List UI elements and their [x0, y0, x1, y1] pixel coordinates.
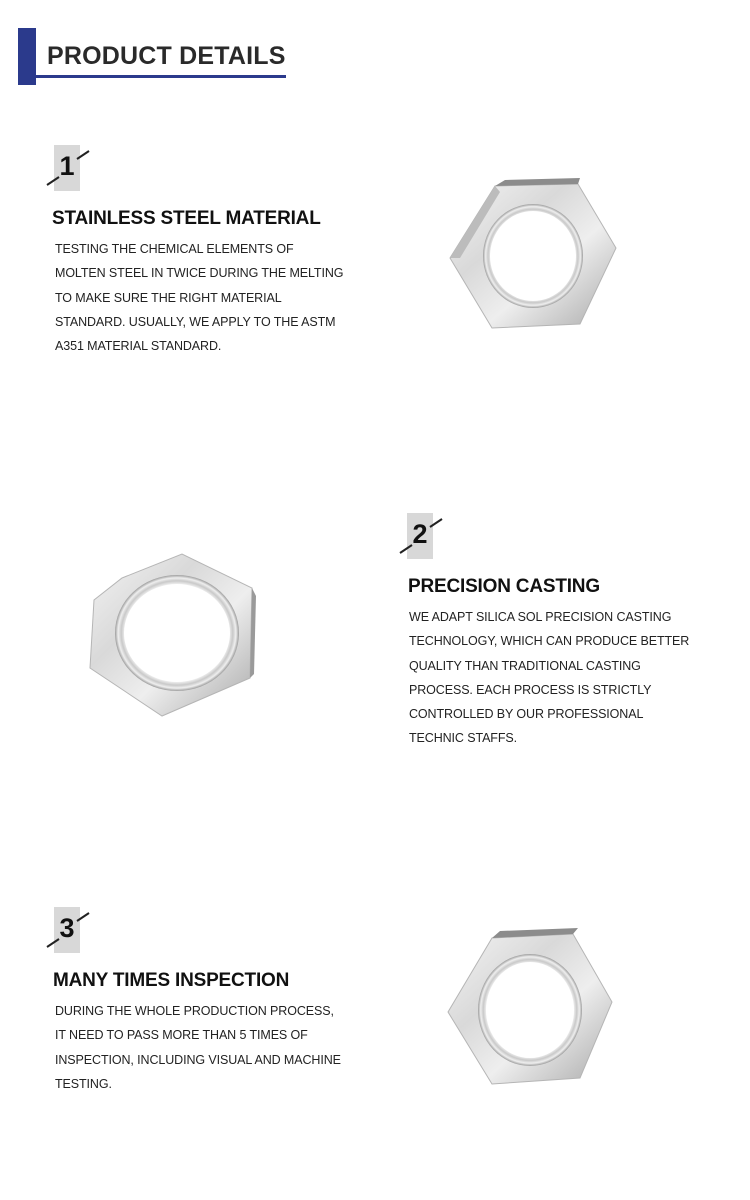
section-title: MANY TIMES INSPECTION [53, 970, 290, 991]
section-number: 3 [59, 913, 75, 943]
description-line: QUALITY THAN TRADITIONAL CASTING [409, 658, 641, 673]
section-number-badge [45, 907, 105, 959]
description-line: TECHNIC STAFFS. [409, 731, 517, 746]
section-number-badge [398, 513, 458, 565]
description-line: TO MAKE SURE THE RIGHT MATERIAL [55, 290, 282, 305]
section-title: PRECISION CASTING [408, 576, 600, 597]
description-line: TECHNOLOGY, WHICH CAN PRODUCE BETTER [409, 634, 690, 649]
section-description [55, 237, 343, 358]
description-line: TESTING. [55, 1076, 112, 1091]
hex-nut-image [82, 548, 267, 723]
header-underline [36, 75, 286, 78]
description-line: TESTING THE CHEMICAL ELEMENTS OF [55, 242, 294, 256]
description-line: INSPECTION, INCLUDING VISUAL AND MACHINE [55, 1052, 341, 1067]
description-line: A351 MATERIAL STANDARD. [55, 339, 222, 354]
description-line: IT NEED TO PASS MORE THAN 5 TIMES OF [55, 1028, 308, 1043]
description-line: WE ADAPT SILICA SOL PRECISION CASTING [409, 610, 672, 624]
section-description [409, 605, 689, 751]
description-line: MOLTEN STEEL IN TWICE DURING THE MELTING [55, 266, 344, 281]
hex-nut-image [440, 928, 620, 1093]
page-header [0, 0, 750, 100]
description-line: PROCESS. EACH PROCESS IS STRICTLY [409, 682, 652, 697]
header-accent-bar [18, 28, 36, 85]
section-number: 2 [412, 519, 428, 549]
section-description [55, 999, 341, 1096]
description-line: DURING THE WHOLE PRODUCTION PROCESS, [55, 1004, 334, 1018]
hex-nut-image [440, 178, 625, 338]
section-title: STAINLESS STEEL MATERIAL [52, 208, 321, 229]
page-title: PRODUCT DETAILS [47, 42, 286, 70]
description-line: STANDARD. USUALLY, WE APPLY TO THE ASTM [55, 314, 336, 329]
description-line: CONTROLLED BY OUR PROFESSIONAL [409, 707, 644, 722]
section-number: 1 [59, 151, 75, 181]
section-number-badge [45, 145, 105, 197]
